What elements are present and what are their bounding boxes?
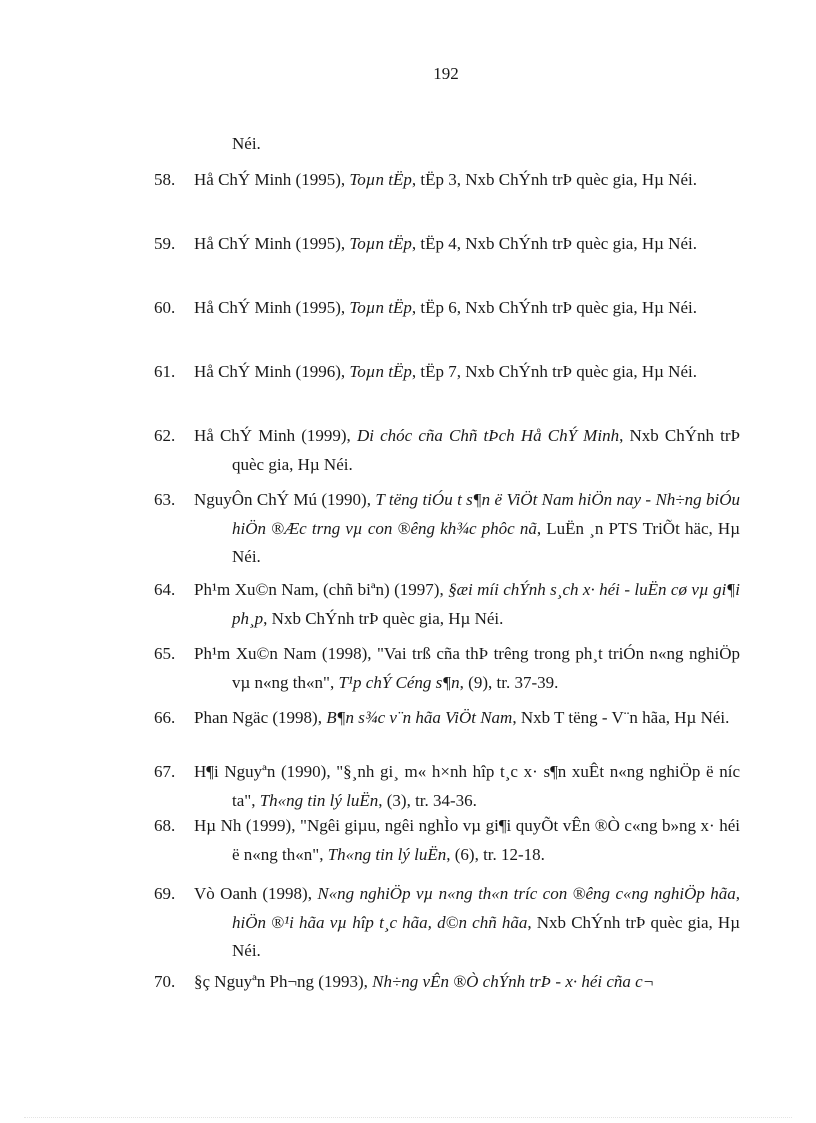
reference-title: T tëng tiÓu t s¶n ë ViÖt Nam hiÖn nay - Nh÷ng biÓu hiÖn ®Æc trng vµ con ®êng kh¾c phôc nã	[232, 490, 740, 538]
reference-text	[154, 880, 740, 966]
reference-text	[154, 486, 740, 572]
reference-publication: , tËp 6, Nxb ChÝnh trÞ quèc gia, Hµ Néi.	[411, 298, 697, 317]
reference-title: Toµn tËp	[349, 298, 412, 317]
reference-title: Th«ng tin lý luËn	[327, 844, 447, 864]
reference-entry	[154, 704, 740, 733]
reference-entry	[154, 812, 740, 869]
reference-publication: , tËp 4, Nxb ChÝnh trÞ quèc gia, Hµ Néi.	[411, 234, 697, 253]
reference-title: B¶n s¾c v¨n hãa ViÖt Nam	[326, 708, 513, 727]
reference-author-year: Hå ChÝ Minh (1995),	[194, 170, 350, 189]
reference-author-year: Ph¹m Xu©n Nam, (chñ biªn) (1997),	[194, 580, 449, 599]
reference-author-year: Hå ChÝ Minh (1995),	[194, 298, 350, 317]
reference-entry	[154, 294, 740, 323]
reference-author-year: Hå ChÝ Minh (1996),	[194, 362, 350, 381]
reference-entry	[154, 640, 740, 697]
reference-author-year: Ph¹m Xu©n Nam (1998), "Vai trß cña thÞ trêng trong ph¸t triÓn n«ng nghiÖp vµ n«ng th«n",	[194, 644, 740, 692]
reference-number: 60.	[154, 298, 176, 317]
reference-number: 69.	[154, 884, 176, 903]
reference-text	[154, 230, 740, 259]
reference-publication: , Nxb ChÝnh trÞ quèc gia, Hµ Néi.	[232, 426, 741, 474]
reference-entry	[154, 166, 740, 195]
reference-publication: , (9), tr. 37-39.	[459, 672, 559, 692]
reference-number: 66.	[154, 708, 176, 727]
reference-text	[154, 704, 740, 733]
reference-entry	[154, 358, 740, 387]
reference-title: Toµn tËp	[349, 234, 412, 253]
reference-author-year: Phan Ngäc (1998),	[194, 708, 327, 727]
reference-number: 64.	[154, 580, 176, 599]
reference-title: Nh÷ng vÊn ®Ò chÝnh trÞ - x· héi cña c¬	[372, 972, 655, 991]
reference-publication: , Nxb ChÝnh trÞ quèc gia, Hµ Néi.	[232, 912, 740, 960]
reference-number: 62.	[154, 426, 176, 445]
reference-author-year: Hå ChÝ Minh (1999),	[194, 426, 357, 445]
reference-number: 65.	[154, 644, 176, 663]
reference-number: 67.	[154, 762, 176, 781]
reference-publication: , Nxb ChÝnh trÞ quèc gia, Hµ Néi.	[263, 608, 504, 628]
reference-number: 58.	[154, 170, 176, 189]
reference-title: T¹p chÝ Céng s¶n	[338, 672, 460, 692]
reference-author-year: Hµ Nh (1999), "Ngêi giµu, ngêi nghÌo vµ gi¶i quyÕt vÊn ®Ò c«ng b»ng x· héi ë n«ng th«n",	[194, 816, 740, 864]
reference-publication: , tËp 7, Nxb ChÝnh trÞ quèc gia, Hµ Néi.	[411, 362, 697, 381]
reference-number: 61.	[154, 362, 176, 381]
reference-text	[154, 758, 740, 815]
reference-author-year: NguyÔn ChÝ Mú (1990),	[194, 490, 376, 509]
page-bottom-divider	[24, 1117, 792, 1118]
reference-title: Th«ng tin lý luËn	[259, 790, 379, 810]
reference-number: 70.	[154, 972, 176, 991]
page-number: 192	[433, 64, 459, 83]
continuation-text: Néi.	[232, 134, 261, 153]
reference-author-year: §ç Nguyªn Ph¬ng (1993),	[194, 972, 373, 991]
reference-text	[154, 812, 740, 869]
reference-entry	[154, 486, 740, 572]
reference-text	[154, 422, 740, 479]
reference-number: 68.	[154, 816, 176, 835]
reference-entry	[154, 230, 740, 259]
reference-publication: , LuËn ¸n PTS TriÕt häc, Hµ Néi.	[232, 518, 741, 566]
reference-title: §æi míi chÝnh s¸ch x· héi - luËn cø vµ gi¶i ph¸p	[232, 580, 740, 628]
reference-text	[154, 640, 740, 697]
reference-publication: , tËp 3, Nxb ChÝnh trÞ quèc gia, Hµ Néi.	[411, 170, 697, 189]
reference-title: N«ng nghiÖp vµ n«ng th«n tríc con ®êng c«ng nghiÖp hãa, hiÖn ®¹i hãa vµ hîp t¸c hãa, d©n chñ hãa	[232, 884, 741, 932]
reference-publication: , Nxb T tëng - V¨n hãa, Hµ Néi.	[512, 708, 730, 727]
reference-publication: , (3), tr. 34-36.	[378, 790, 477, 810]
reference-entry	[154, 758, 740, 815]
reference-text	[154, 358, 740, 387]
reference-author-year: Hå ChÝ Minh (1995),	[194, 234, 350, 253]
reference-number: 63.	[154, 490, 176, 509]
reference-text	[154, 294, 740, 323]
reference-author-year: Vò Oanh (1998),	[194, 884, 318, 903]
reference-number: 59.	[154, 234, 176, 253]
reference-text	[154, 576, 740, 633]
reference-entry	[154, 422, 740, 479]
reference-text	[154, 968, 740, 997]
reference-title: Toµn tËp	[349, 362, 412, 381]
reference-continuation	[154, 130, 740, 159]
reference-title: Toµn tËp	[349, 170, 412, 189]
reference-author-year: H¶i Nguyªn (1990), "§¸nh gi¸ m« h×nh hîp t¸c x· s¶n xuÊt n«ng nghiÖp ë níc ta",	[194, 762, 740, 810]
reference-publication: , (6), tr. 12-18.	[446, 844, 545, 864]
reference-entry	[154, 880, 740, 966]
reference-text	[154, 166, 740, 195]
reference-title: Di chóc cña Chñ tÞch Hå ChÝ Minh	[356, 426, 620, 445]
reference-entry	[154, 576, 740, 633]
reference-entry	[154, 968, 740, 997]
